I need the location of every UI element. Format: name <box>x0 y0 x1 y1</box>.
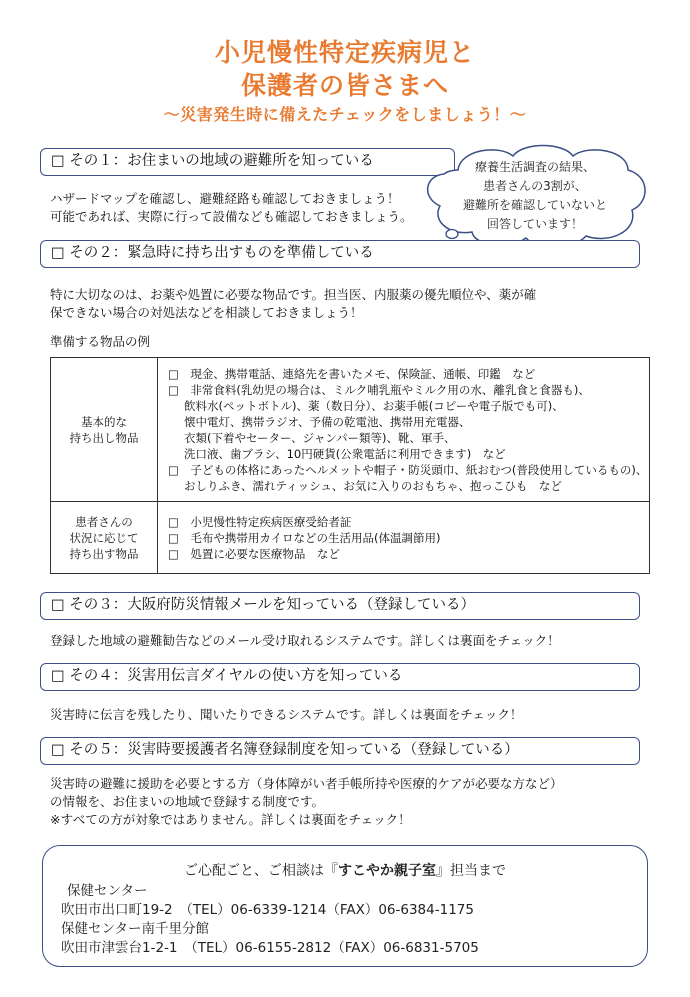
list-item: おしりふき、濡れティッシュ、お気に入りのおもちゃ、抱っこひも など <box>184 479 562 493</box>
list-item: 洗口液、歯ブラシ、10円硬貨(公衆電話に利用できます) など <box>184 447 506 461</box>
row-label <box>51 358 158 502</box>
table-caption: 準備する物品の例 <box>50 334 151 349</box>
section-2-heading: □ その２：緊急時に持ち出すものを準備している <box>40 240 640 268</box>
cloud-text <box>430 158 640 234</box>
list-item: 懐中電灯、携帯ラジオ、予備の乾電池、携帯用充電器、 <box>184 415 471 429</box>
cloud-line: 患者さんの3割が、 <box>483 179 587 193</box>
list-item: 衣類(下着やセーター、ジャンパー類等)、靴、軍手、 <box>184 431 456 445</box>
item-list <box>158 502 650 574</box>
section-5-body-line-2: の情報を、お住まいの地域で登録する制度です。 <box>50 794 325 809</box>
list-item: □ 子どもの体格にあったヘルメットや帽子・防災頭巾、紙おむつ(普段使用しているもの)、 <box>168 463 648 477</box>
contact-box <box>42 845 648 967</box>
table-row <box>51 502 650 574</box>
row-label-line: 持ち出す物品 <box>69 546 139 561</box>
contact-line: 保健センター <box>67 883 148 899</box>
contact-heading <box>43 860 647 880</box>
subtitle: ～災害発生時に備えたチェックをしましょう！～ <box>163 105 527 124</box>
cloud-line: 避難所を確認していないと <box>462 198 607 212</box>
cloud-line: 回答しています！ <box>486 217 583 231</box>
contact-line: 吹田市津雲台1-2-1 （TEL）06-6155-2812（FAX）06-6831-5705 <box>61 940 479 956</box>
title-line-2: 保護者の皆さまへ <box>240 71 449 100</box>
row-label-line: 持ち出し物品 <box>69 430 139 445</box>
section-5-body-line-1: 災害時の避難に援助を必要とする方（身体障がい者手帳所持や医療的ケアが必要な方など） <box>50 776 563 791</box>
section-2-body-line-2: 保できない場合の対処法などを相談しておきましょう！ <box>50 305 363 320</box>
section-4-body-line-1: 災害時に伝言を残したり、聞いたりできるシステムです。詳しくは裏面をチェック！ <box>50 707 523 722</box>
table-row <box>51 358 650 502</box>
contact-heading-office: すこやか親子室 <box>338 863 436 879</box>
list-item: □ 小児慢性特定疾病医療受給者証 <box>168 515 352 529</box>
section-3-body-line-1: 登録した地域の避難勧告などのメール受け取れるシステムです。詳しくは裏面をチェック！ <box>50 633 560 648</box>
section-4-heading: □ その４：災害用伝言ダイヤルの使い方を知っている <box>40 663 640 691</box>
row-label <box>51 502 158 574</box>
list-item: □ 毛布や携帯用カイロなどの生活用品(体温調節用) <box>168 531 441 545</box>
items-table <box>50 357 650 574</box>
list-item: □ 現金、携帯電話、連絡先を書いたメモ、保険証、通帳、印鑑 など <box>168 367 536 381</box>
row-label-line: 基本的な <box>81 414 127 429</box>
contact-line: 吹田市出口町19-2 （TEL）06-6339-1214（FAX）06-6384-1175 <box>61 902 474 918</box>
list-item: □ 非常食料(乳幼児の場合は、ミルク哺乳瓶やミルク用の水、離乳食と食器も)、 <box>168 383 590 397</box>
contact-heading-post: 』担当まで <box>436 863 506 879</box>
contact-heading-pre: ご心配ごと、ご相談は『 <box>184 863 338 879</box>
list-item: 飲料水(ペットボトル)、薬（数日分）、お薬手帳(コピーや電子版でも可)、 <box>184 399 564 413</box>
section-5-heading: □ その５：災害時要援護者名簿登録制度を知っている（登録している） <box>40 737 640 765</box>
section-1-body-line-1: ハザードマップを確認し、避難経路も確認しておきましょう！ <box>50 191 400 206</box>
title-line-1: 小児慢性特定疾病児と <box>214 38 475 67</box>
section-5-body-line-3: ※すべての方が対象ではありません。詳しくは裏面をチェック！ <box>50 812 411 827</box>
list-item: □ 処置に必要な医療物品 など <box>168 547 340 561</box>
contact-line: 保健センター南千里分館 <box>61 921 209 937</box>
cloud-line: 療養生活調査の結果、 <box>474 160 595 174</box>
section-1-body-line-2: 可能であれば、実際に行って設備なども確認しておきましょう。 <box>50 209 413 224</box>
section-2-body-line-1: 特に大切なのは、お薬や処置に必要な物品です。担当医、内服薬の優先順位や、薬が確 <box>50 287 537 302</box>
section-3-heading: □ その３：大阪府防災情報メールを知っている（登録している） <box>40 592 640 620</box>
row-label-line: 患者さんの <box>75 514 133 529</box>
section-1-heading: □ その１：お住まいの地域の避難所を知っている <box>40 148 455 176</box>
row-label-line: 状況に応じて <box>69 530 139 545</box>
item-list <box>158 358 650 502</box>
